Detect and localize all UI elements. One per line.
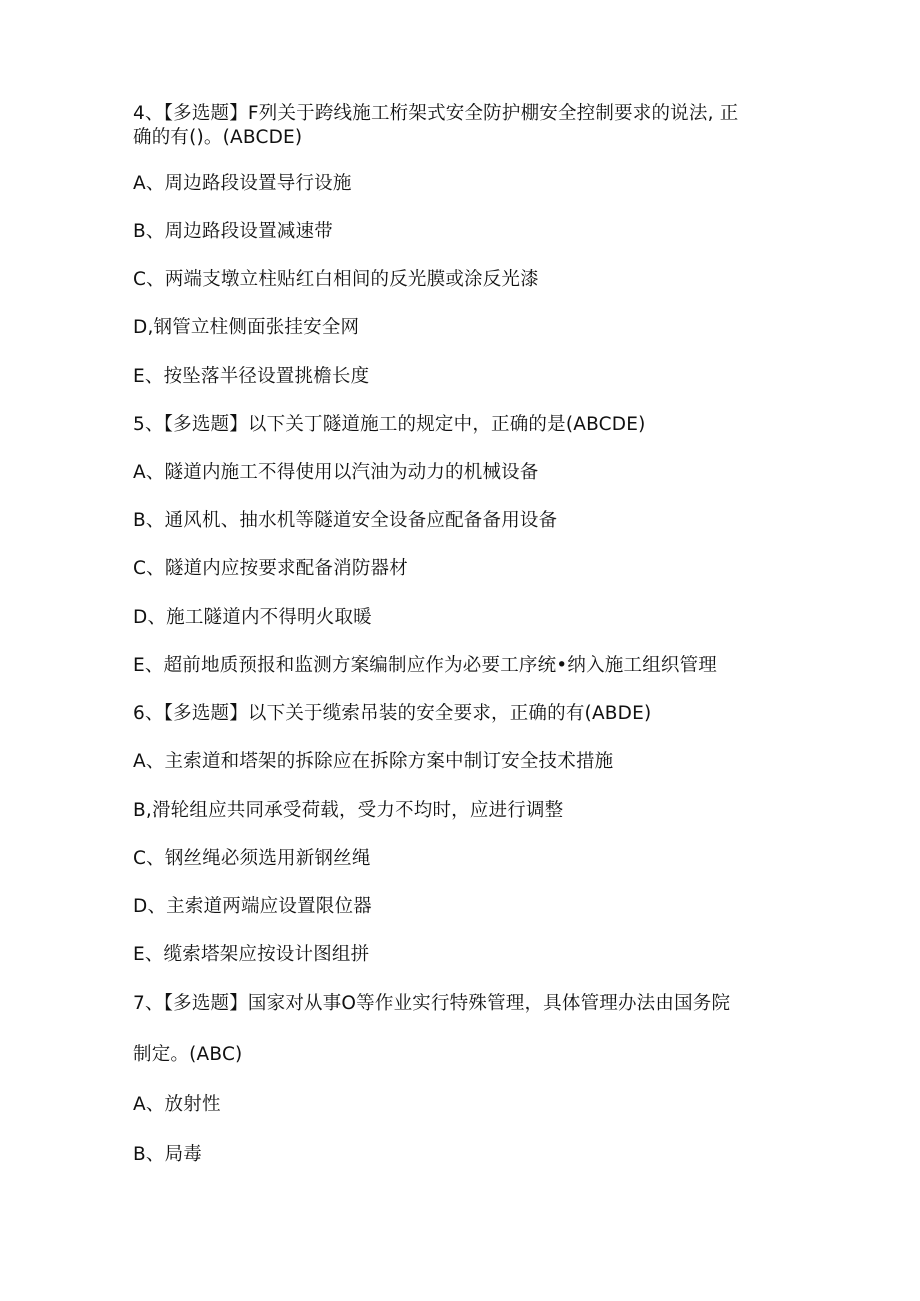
question-5-option-c: C、隧道内应按要求配备消防器材 xyxy=(133,558,408,579)
question-7-stem-line-1: 7、【多选题】国家对从事O等作业实行特殊管理，具体管理办法由国务院 xyxy=(133,993,731,1014)
question-4-stem-line-1: 4、【多选题】F列关于跨线施工桁架式安全防护棚安全控制要求的说法, 正 xyxy=(133,103,739,124)
question-6-option-d: D、主索道两端应设置限位器 xyxy=(133,896,372,917)
question-7-stem-line-2: 制定。(ABC) xyxy=(133,1044,243,1065)
question-4-option-d: D,钢管立柱侧面张挂安全网 xyxy=(133,317,360,338)
question-7-option-a: A、放射性 xyxy=(133,1094,221,1115)
question-4-stem-line-2: 确的有()。(ABCDE) xyxy=(133,127,303,148)
question-4-option-b: B、周边路段设置减速带 xyxy=(133,221,333,242)
question-7-option-b: B、局毒 xyxy=(133,1144,202,1165)
question-6-option-b: B,滑轮组应共同承受荷载，受力不均时，应进行调整 xyxy=(133,800,564,821)
question-6-option-e: E、缆索塔架应按设计图组拼 xyxy=(133,944,370,965)
question-5-option-a: A、隧道内施工不得使用以汽油为动力的机械设备 xyxy=(133,462,539,483)
question-5-option-b: B、通风机、抽水机等隧道安全设备应配备备用设备 xyxy=(133,510,558,531)
question-4-option-a: A、周边路段设置导行设施 xyxy=(133,173,352,194)
question-5-option-d: D、施工隧道内不得明火取暖 xyxy=(133,607,372,628)
question-4-option-c: C、两端支墩立柱贴红白相间的反光膜或涂反光漆 xyxy=(133,269,539,290)
question-5-option-e: E、超前地质预报和监测方案编制应作为必要工序统•纳入施工组织管理 xyxy=(133,655,718,676)
question-5-stem-line-1: 5、【多选题】以下关丁隧道施工的规定中，正确的是(ABCDE) xyxy=(133,414,646,435)
question-6-stem-line-1: 6、【多选题】以下关于缆索吊装的安全要求，正确的有(ABDE) xyxy=(133,703,652,724)
question-6-option-c: C、钢丝绳必须选用新钢丝绳 xyxy=(133,848,371,869)
question-4-option-e: E、按坠落半径设置挑檐长度 xyxy=(133,366,370,387)
question-6-option-a: A、主索道和塔架的拆除应在拆除方案中制订安全技术措施 xyxy=(133,751,614,772)
